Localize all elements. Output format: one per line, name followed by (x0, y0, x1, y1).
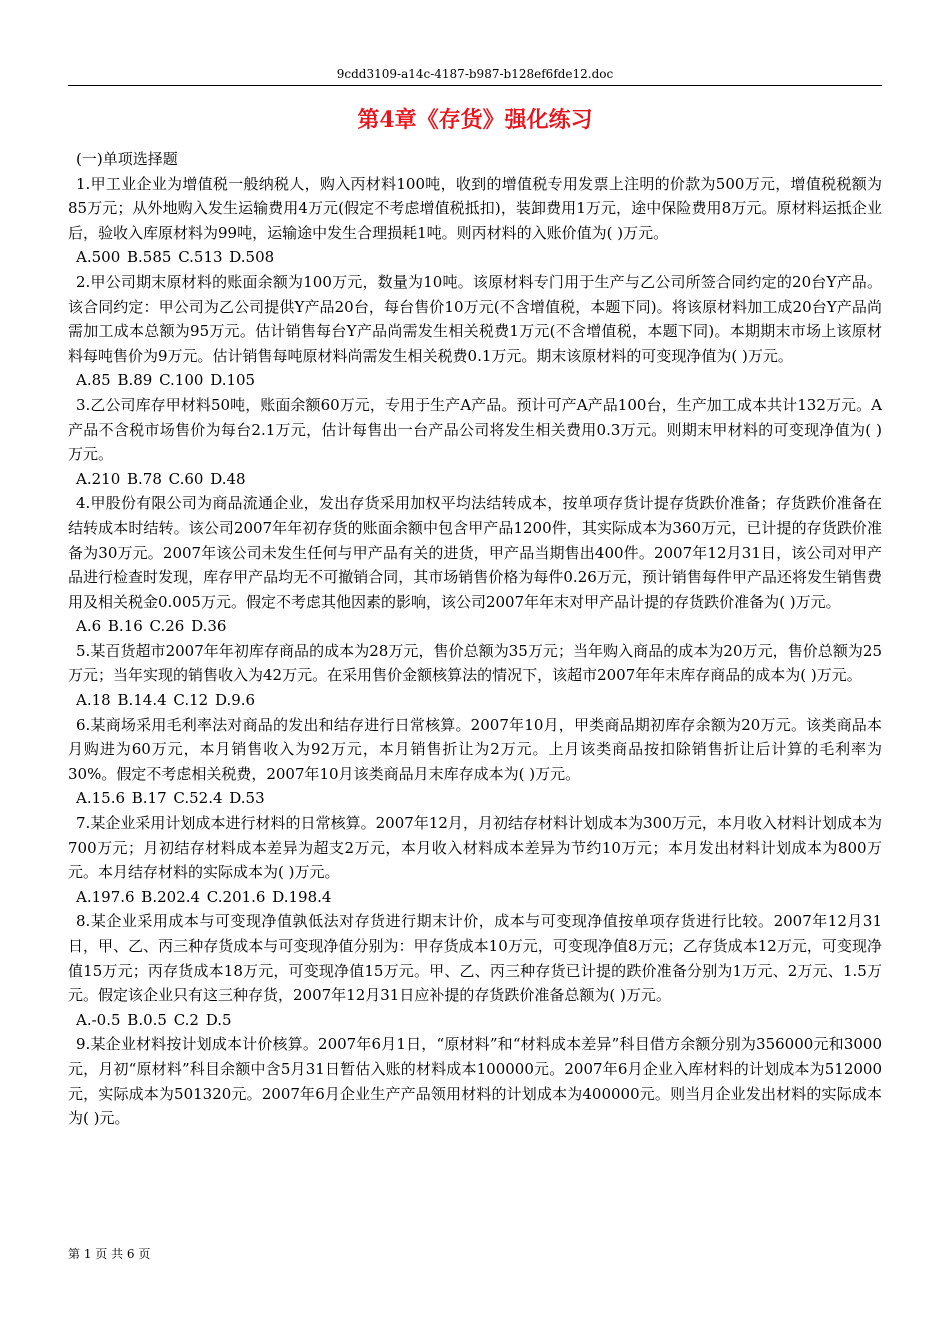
question-options: A.-0.5 B.0.5 C.2 D.5 (76, 1010, 232, 1029)
section-heading: (一)单项选择题 (76, 150, 178, 168)
question-stem: 2.甲公司期末原材料的账面余额为100万元，数量为10吨。该原材料专门用于生产与乙公司所签合同约定的20台Y产品。该合同约定：甲公司为乙公司提供Y产品20台，每台售价10万元(不含增值税，本题下同)。将该原材料加工成20台Y产品尚需加工成本总额为95万元。估计销售每台Y产品尚需发生相关税费1万元(不含增值税，本题下同)。本期期末市场上该原材料每吨售价为9万元。估计销售每吨原材料尚需发生相关税费0.1万元。期末该原材料的可变现净值为( )万元。 (68, 272, 882, 365)
question-options: A.85 B.89 C.100 D.105 (76, 371, 256, 390)
question-stem: 5.某百货超市2007年年初库存商品的成本为28万元，售价总额为35万元；当年购入商品的成本为20万元，售价总额为25万元；当年实现的销售收入为42万元。在采用售价金额核算法的情况下，该超市2007年年末库存商品的成本为( )万元。 (68, 641, 882, 685)
question-options: A.6 B.16 C.26 D.36 (76, 617, 227, 636)
document-title: 第4章《存货》强化练习 (357, 107, 593, 133)
question-stem: 9.某企业材料按计划成本计价核算。2007年6月1日，“原材料”和“材料成本差异”科目借方余额分别为356000元和3000元，月初“原材料”科目余额中含5月31日暂估入账的材料成本100000元。2007年6月企业入库材料的计划成本为512000元，实际成本为501320元。2007年6月企业生产产品领用材料的计划成本为400000元。则当月企业发出材料的实际成本为( )元。 (68, 1035, 882, 1128)
page-header-filename: 9cdd3109-a14c-4187-b987-b128ef6fde12.doc (336, 67, 614, 81)
question-options: A.15.6 B.17 C.52.4 D.53 (76, 789, 265, 808)
question-stem: 1.甲工业企业为增值税一般纳税人，购入丙材料100吨，收到的增值税专用发票上注明的价款为500万元，增值税税额为85万元；从外地购入发生运输费用4万元(假定不考虑增值税抵扣)，装卸费用1万元，途中保险费用8万元。原材料运抵企业后，验收入库原材料为99吨，运输途中发生合理损耗1吨。则丙材料的入账价值为( )万元。 (68, 174, 882, 242)
question-stem: 6.某商场采用毛利率法对商品的发出和结存进行日常核算。2007年10月，甲类商品期初库存余额为20万元。该类商品本月购进为60万元，本月销售收入为92万元，本月销售折让为2万元。上月该类商品按扣除销售折让后计算的毛利率为30%。假定不考虑相关税费，2007年10月该类商品月末库存成本为( )万元。 (68, 715, 882, 783)
question-options: A.18 B.14.4 C.12 D.9.6 (76, 691, 256, 710)
document-body (68, 147, 882, 1131)
question-options: A.210 B.78 C.60 D.48 (76, 469, 246, 488)
question-options: A.500 B.585 C.513 D.508 (76, 248, 275, 267)
question-stem: 4.甲股份有限公司为商品流通企业，发出存货采用加权平均法结转成本，按单项存货计提存货跌价准备；存货跌价准备在结转成本时结转。该公司2007年年初存货的账面余额中包含甲产品1200件，其实际成本为360万元，已计提的存货跌价准备为30万元。2007年该公司未发生任何与甲产品有关的进货，甲产品当期售出400件。2007年12月31日，该公司对甲产品进行检查时发现，库存甲产品均无不可撤销合同，其市场销售价格为每件0.26万元，预计销售每件甲产品还将发生销售费用及相关税金0.005万元。假定不考虑其他因素的影响，该公司2007年年末对甲产品计提的存货跌价准备为( )万元。 (68, 494, 882, 611)
question-stem: 3.乙公司库存甲材料50吨，账面余额60万元，专用于生产A产品。预计可产A产品100台，生产加工成本共计132万元。A产品不含税市场售价为每台2.1万元，估计每售出一台产品公司将发生相关费用0.3万元。则期末甲材料的可变现净值为( )万元。 (68, 395, 882, 464)
header-divider (68, 85, 882, 86)
question-stem: 7.某企业采用计划成本进行材料的日常核算。2007年12月，月初结存材料计划成本为300万元，本月收入材料计划成本为700万元；月初结存材料成本差异为超支2万元，本月收入材料成本差异为节约10万元；本月发出材料计划成本为800万元。本月结存材料的实际成本为( )万元。 (68, 814, 882, 882)
page-footer-indicator: 第 1 页 共 6 页 (68, 1247, 151, 1261)
question-stem: 8.某企业采用成本与可变现净值孰低法对存货进行期末计价，成本与可变现净值按单项存货进行比较。2007年12月31日，甲、乙、丙三种存货成本与可变现净值分别为：甲存货成本10万元，可变现净值8万元；乙存货成本12万元，可变现净值15万元；丙存货成本18万元，可变现净值15万元。甲、乙、丙三种存货已计提的跌价准备分别为1万元、2万元、1.5万元。假定该企业只有这三种存货，2007年12月31日应补提的存货跌价准备总额为( )万元。 (68, 912, 882, 1005)
question-options: A.197.6 B.202.4 C.201.6 D.198.4 (76, 887, 332, 906)
